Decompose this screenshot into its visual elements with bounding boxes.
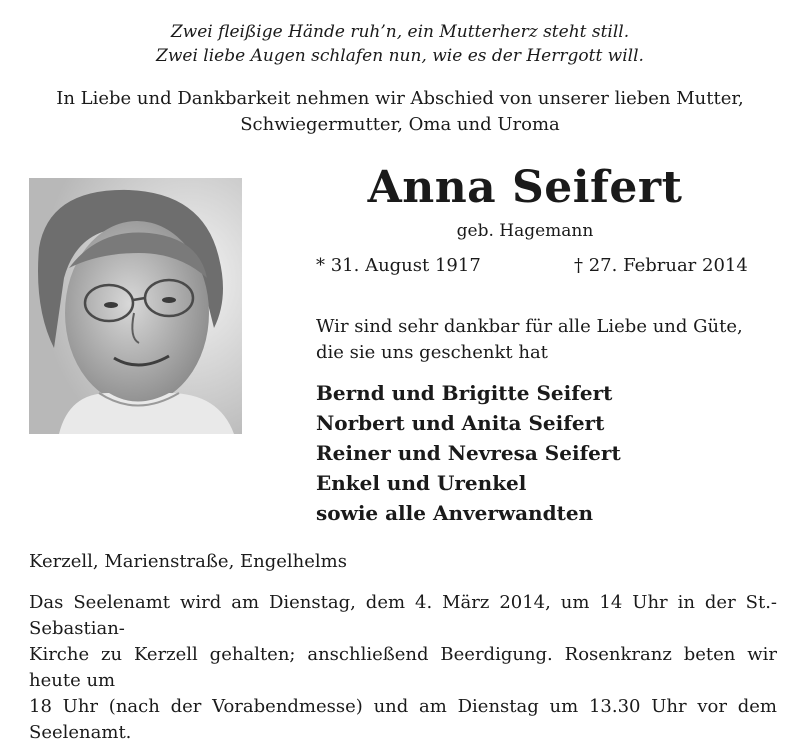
thanks-text [316,314,786,366]
thanks-line: die sie uns geschenkt hat [316,342,548,363]
service-information [29,590,777,746]
intro-line: In Liebe und Dankbarkeit nehmen wir Abschied von unserer lieben Mutter, [56,88,744,109]
announcement-intro [0,86,800,138]
mourner-name: Bernd und Brigitte Seifert [316,381,613,405]
family-address: Kerzell, Marienstraße, Engelhelms [29,551,347,572]
verse-line: Zwei liebe Augen schlafen nun, wie es der Herrgott will. [156,46,644,66]
service-line: Kirche zu Kerzell gehalten; anschließend Beerdigung. Rosenkranz beten wir heute um [29,644,777,691]
death-date: † 27. Februar 2014 [574,255,748,276]
mourner-name: sowie alle Anverwandten [316,501,594,525]
birth-date: * 31. August 1917 [316,255,481,276]
portrait-photo [29,178,242,434]
service-line: Das Seelenamt wird am Dienstag, dem 4. März 2014, um 14 Uhr in der St.-Sebastian- [29,592,777,639]
mourner-name: Reiner und Nevresa Seifert [316,441,621,465]
thanks-line: Wir sind sehr dankbar für alle Liebe und Güte, [316,316,743,337]
mourner-name: Enkel und Urenkel [316,471,527,495]
maiden-name: geb. Hagemann [456,221,594,241]
mourner-name: Norbert und Anita Seifert [316,411,605,435]
verse-line: Zwei fleißige Hände ruh’n, ein Mutterherz steht still. [170,22,630,42]
mourners-list [316,378,786,528]
service-line: 18 Uhr (nach der Vorabendmesse) und am Dienstag um 13.30 Uhr vor dem Seelenamt. [29,696,777,743]
memorial-verse [0,20,800,68]
deceased-name: Anna Seifert [367,162,683,213]
intro-line: Schwiegermutter, Oma und Uroma [240,114,560,135]
portrait-image [29,178,242,434]
